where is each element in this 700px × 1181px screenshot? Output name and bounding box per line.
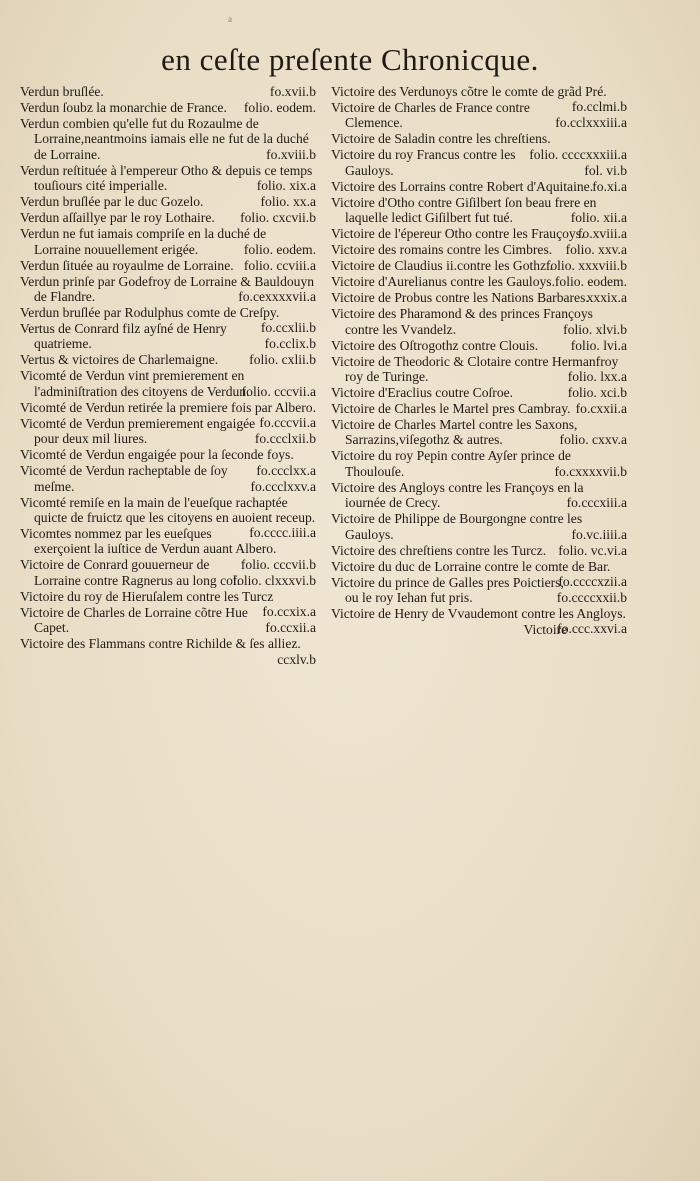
folio-reference: fo.cxxxxvii.b: [554, 463, 627, 479]
folio-reference: fo.ccccxzii.a: [558, 574, 627, 590]
entry-text: Victoire de Theodoric & Clotaire contre Hermanfroy roy de Turinge.: [331, 353, 619, 385]
index-entry: [331, 131, 627, 162]
folio-reference: folio. ccviii.a: [243, 257, 316, 273]
entry-text: Victoire de Charles de Lorraine cõtre Hue Capet.: [20, 604, 248, 636]
folio-reference: ccxlv.b: [277, 651, 316, 667]
entry-text: Victoire de Probus contre les Nations Barbares.: [331, 290, 589, 306]
entry-text: Victoire des Angloys contre les Françoys en la iournée de Crecy.: [331, 479, 584, 511]
folio-reference: fo.ccxii.a: [265, 620, 316, 636]
folio-reference: fo.cclxxxiii.a: [555, 115, 627, 131]
folio-reference: folio. xxxviii.b: [545, 258, 627, 274]
entry-text: Verdun bruſlée.: [20, 84, 104, 99]
entry-text: Victoire d'Eraclius coutre Coſroe.: [331, 385, 514, 401]
index-entry: [331, 606, 627, 637]
folio-reference: folio. xix.a: [256, 178, 316, 194]
running-head: en ceſte preſente Chronicque.: [161, 42, 539, 77]
entry-text: Verdun ſituée au royaulme de Lorraine.: [20, 257, 234, 273]
index-entry: [331, 100, 627, 131]
entry-text: Victoire de Claudius ii.contre les Gothz .: [331, 258, 553, 274]
index-entry: [20, 84, 316, 99]
folio-reference: folio. xci.b: [567, 385, 627, 401]
entry-text: Victoire des Pharamond & des princes Françoys contre les Vvandelz.: [331, 306, 593, 337]
folio-reference: fo.ccclxx.a: [256, 462, 316, 478]
index-entry: [331, 274, 627, 289]
entry-text: Verdun ne fut iamais compriſe en la duché de Lorraine nouuellement erigée.: [20, 226, 267, 257]
folio-reference: fo.ccclxii.b: [254, 431, 316, 447]
index-entry: [20, 352, 316, 367]
entry-text: Verdun bruſlée par Rodulphus comte de Creſpy.: [20, 305, 280, 321]
folio-reference: fo.xviii.a: [577, 226, 627, 242]
entry-text: Vertus & victoires de Charlemaigne.: [20, 352, 219, 368]
folio-reference: folio. ccccxxxiii.a: [529, 146, 627, 162]
index-entry: [331, 417, 627, 448]
entry-text: Verdun reſtituée à l'empereur Otho & depuis ce temps touſiours cité imperialle.: [20, 162, 313, 194]
index-entry: [20, 605, 316, 636]
index-entry: [331, 480, 627, 511]
page-mark: a: [228, 14, 232, 24]
entry-text: Verdun prinſe par Godefroy de Lorraine & Bauldouyn de Flandre.: [20, 273, 315, 305]
entry-text: Victoire de Charles Martel contre les Saxons, Sarrazins,viſegothz & autres.: [331, 417, 578, 448]
index-entry: [331, 385, 627, 400]
entry-text: Vertus de Conrard filz ayſné de Henry quatrieme.: [20, 321, 227, 352]
folio-reference: folio. clxxxvi.b: [232, 572, 316, 588]
entry-text: Verdun combien qu'elle fut du Rozaulme de Lorraine,neantmoins iamais elle ne fut de la duché de Lorraine.: [20, 116, 309, 162]
entry-text: Victoire des Lorrains contre Robert d'Aquitaine.: [331, 178, 594, 194]
entry-text: Victoire des romains contre les Cimbres.: [331, 242, 553, 258]
index-entry: [20, 416, 316, 447]
entry-text: Vicomté remiſe en la main de l'eueſque rachaptée quicte de fruictz que les citoyens en auoient receup.: [20, 494, 316, 526]
index-entry: [331, 338, 627, 353]
index-entry: [331, 242, 627, 257]
index-entry: [331, 195, 627, 226]
index-entry: [20, 274, 316, 305]
folio-reference: fo.ccccxxii.b: [556, 590, 627, 606]
index-column-right: [331, 84, 627, 637]
folio-reference: folio. cxlii.b: [249, 352, 316, 368]
entry-text: Victoire du roy Francus contre les Gauloys.: [331, 147, 516, 178]
folio-reference: fo.ccc.xxvi.a: [557, 621, 627, 637]
entry-text: Victoire du prince de Galles pres Poictiers, ou le roy Iehan fut pris.: [331, 574, 564, 606]
index-entry: [331, 290, 627, 305]
folio-reference: folio. vc.vi.a: [558, 542, 627, 558]
entry-text: Victoire de l'épereur Otho contre les Frauçoys.: [331, 226, 585, 242]
entry-text: Vicomté de Verdun vint premierement en l'adminiſtration des citoyens de Verdun.: [20, 368, 250, 399]
index-entry: [331, 543, 627, 558]
folio-reference: folio. lvi.a: [570, 337, 627, 353]
index-entry: [20, 210, 316, 225]
entry-text: Victoire de Conrard gouuerneur de Lorraine contre Ragnerus au long col.: [20, 557, 241, 588]
index-entry: [20, 258, 316, 273]
folio-reference: folio. xlvi.b: [563, 321, 627, 337]
folio-reference: folio. xii.a: [570, 210, 627, 226]
folio-reference: folio. lxx.a: [567, 369, 627, 385]
folio-reference: folio. cccvii.b: [240, 556, 316, 572]
entry-text: Victoire d'Aurelianus contre les Gauloys.: [331, 274, 555, 290]
index-entry: [20, 321, 316, 352]
entry-text: Victoire du roy de Hieruſalem contre les Turcz: [20, 588, 274, 604]
entry-text: Victoire de Saladin contre les chreſtiens.: [331, 131, 551, 147]
folio-reference: fo.xi.a: [592, 178, 627, 194]
folio-reference: folio. eodem.: [243, 100, 316, 115]
index-entry: [331, 354, 627, 385]
index-entry: [331, 226, 627, 241]
folio-reference: fo.cxxii.a: [575, 401, 627, 417]
folio-reference: folio. eodem.: [243, 241, 316, 257]
entry-text: Verdun bruſlée par le duc Gozelo.: [20, 194, 204, 210]
entry-text: Victoire des chreſtiens contre les Turcz.: [331, 542, 547, 558]
index-entry: [20, 463, 316, 494]
index-entry: [331, 84, 627, 115]
folio-reference: fo.cclix.b: [264, 336, 316, 352]
folio-reference: fo.cclmi.b: [571, 99, 627, 115]
index-entry: [331, 258, 627, 273]
index-column-left: [20, 84, 316, 667]
entry-text: Vicomté de Verdun engaigée pour la ſeconde foys.: [20, 447, 294, 463]
index-entry: [20, 194, 316, 209]
folio-reference: folio. cccvii.a: [241, 383, 316, 399]
entry-text: Vicomté de Verdun retirée la premiere fois par Albero.: [20, 399, 316, 415]
folio-reference: fo.ccclxxv.a: [250, 478, 316, 494]
index-entry: [331, 179, 627, 194]
folio-reference: fo.cccvii.a: [259, 415, 316, 431]
folio-reference: folio. xxv.a: [565, 242, 627, 258]
folio-reference: folio. cxxv.a: [559, 432, 627, 448]
index-entry: [20, 636, 316, 667]
entry-text: Victoire des Oſtrogothz contre Clouis.: [331, 337, 539, 353]
folio-reference: fol. vi.b: [584, 162, 627, 178]
folio-reference: fo.xviii.b: [266, 146, 316, 162]
entry-text: Victoire de Philippe de Bourgongne contre les Gauloys.: [331, 511, 583, 542]
index-entry: [331, 306, 627, 337]
entry-text: Vicomtes nommez par les eueſques exerçoient la iuſtice de Verdun auant Albero.: [20, 526, 277, 557]
folio-reference: fo.cexxxxvii.a: [238, 289, 316, 305]
folio-reference: fo.vc.iiii.a: [571, 526, 627, 542]
entry-text: Victoire du roy Pepin contre Ayſer prince de Thoulouſe.: [331, 448, 571, 479]
index-entry: [331, 575, 627, 606]
index-entry: [20, 526, 316, 572]
index-entry: [331, 401, 627, 416]
folio-reference: fo.ccxix.a: [262, 604, 316, 620]
entry-text: Victoire du duc de Lorraine contre le comte de Bar.: [331, 558, 611, 574]
entry-text: Vicomté de Verdun racheptable de ſoy meſme.: [20, 463, 228, 494]
entry-text: Victoire des Verdunoys cõtre le comte de grãd Pré.: [331, 84, 607, 99]
entry-text: Verdun ſoubz la monarchie de France.: [20, 100, 227, 115]
folio-reference: folio. cxcvii.b: [240, 210, 316, 226]
index-entry: [20, 447, 316, 478]
index-entry: [20, 116, 316, 162]
index-entry: [20, 226, 316, 257]
index-entry: [331, 448, 627, 479]
index-entry: [20, 368, 316, 399]
catchword: Victoire: [523, 622, 568, 638]
entry-text: Victoire de Henry de Vvaudemont contre les Angloys.: [331, 606, 626, 622]
entry-text: Vicomté de Verdun premierement engaigée pour deux mil liures.: [20, 415, 256, 447]
folio-reference: fo.cccxiii.a: [566, 495, 627, 511]
entry-text: Victoire de Charles le Martel pres Cambray.: [331, 401, 571, 417]
entry-text: Victoire de Charles de France contre Clemence.: [331, 100, 530, 131]
index-entry: [331, 147, 627, 178]
folio-reference: fo.xvii.b: [269, 84, 316, 99]
index-entry: [20, 557, 316, 588]
index-entry: [20, 305, 316, 336]
folio-reference: folio. xx.a: [260, 194, 316, 210]
index-entry: [331, 511, 627, 542]
folio-reference: fo.ccxlii.b: [260, 320, 316, 336]
index-entry: [20, 163, 316, 194]
index-entry: [20, 100, 316, 115]
entry-text: Victoire d'Otho contre Giſilbert ſon beau frere en laquelle ledict Giſilbert fut tué.: [331, 194, 597, 226]
index-entry: [20, 494, 316, 541]
folio-reference: xxxix.a: [586, 290, 627, 306]
folio-reference: fo.cccc.iiii.a: [249, 525, 316, 541]
entry-text: Verdun aſſaillye par le roy Lothaire.: [20, 210, 215, 226]
folio-reference: folio. eodem.: [554, 274, 627, 290]
entry-text: Victoire des Flammans contre Richilde & ſes alliez.: [20, 636, 301, 652]
